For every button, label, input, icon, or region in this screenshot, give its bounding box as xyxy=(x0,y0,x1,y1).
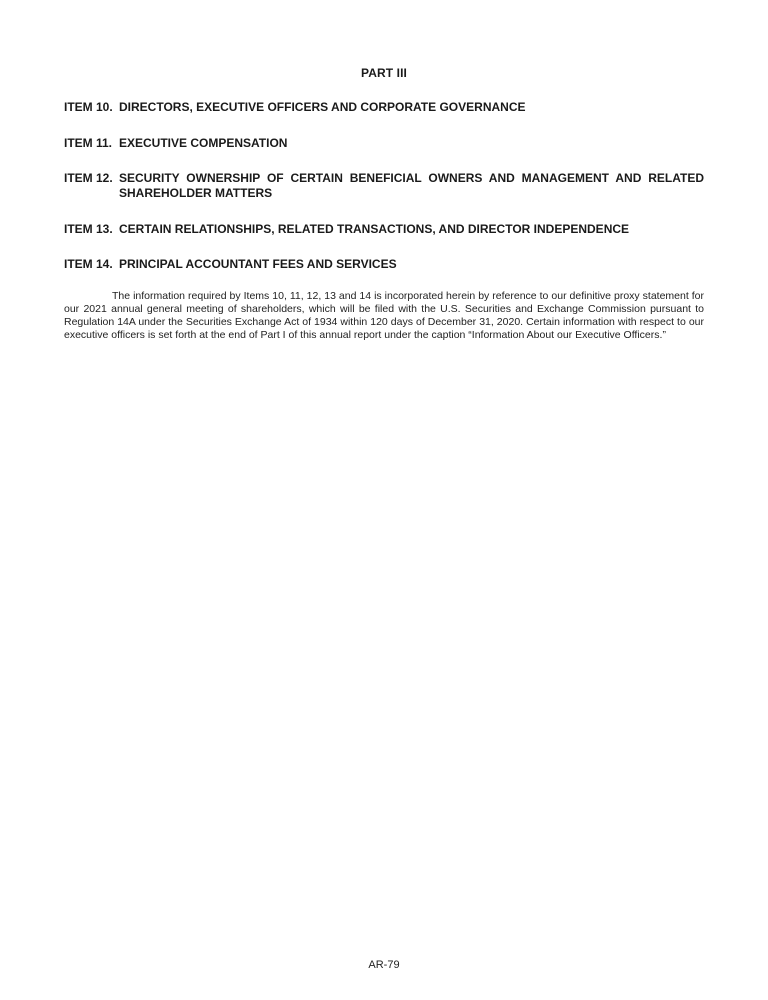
item-title: SECURITY OWNERSHIP OF CERTAIN BENEFICIAL OWNERS AND MANAGEMENT AND RELATED SHAREHOLDER MATTERS xyxy=(119,171,704,200)
item-title: PRINCIPAL ACCOUNTANT FEES AND SERVICES xyxy=(119,257,397,271)
item-heading-11 xyxy=(64,136,704,151)
body-paragraph: The information required by Items 10, 11, 12, 13 and 14 is incorporated herein by reference to our definitive proxy statement for our 2021 annual general meeting of shareholders, which will be filed with the U.S. Securities and Exchange Commission pursuant to Regulation 14A under the Securities Exchange Act of 1934 within 120 days of December 31, 2020. Certain information with respect to our executive officers is set forth at the end of Part I of this annual report under the caption “Information About our Executive Officers.” xyxy=(64,289,704,342)
item-heading-13 xyxy=(64,222,704,237)
item-title: EXECUTIVE COMPENSATION xyxy=(119,136,288,150)
item-heading-12 xyxy=(64,171,704,201)
item-title: DIRECTORS, EXECUTIVE OFFICERS AND CORPORATE GOVERNANCE xyxy=(119,100,526,114)
part-title: PART III xyxy=(361,66,407,80)
item-title: CERTAIN RELATIONSHIPS, RELATED TRANSACTIONS, AND DIRECTOR INDEPENDENCE xyxy=(119,222,630,236)
item-heading-10 xyxy=(64,100,704,115)
item-number: ITEM 14. xyxy=(64,257,113,271)
item-number: ITEM 12. xyxy=(64,171,113,185)
item-number: ITEM 10. xyxy=(64,100,113,114)
item-heading-14 xyxy=(64,257,704,272)
page-number: AR-79 xyxy=(368,959,400,971)
item-number: ITEM 13. xyxy=(64,222,113,236)
item-number: ITEM 11. xyxy=(64,136,113,150)
